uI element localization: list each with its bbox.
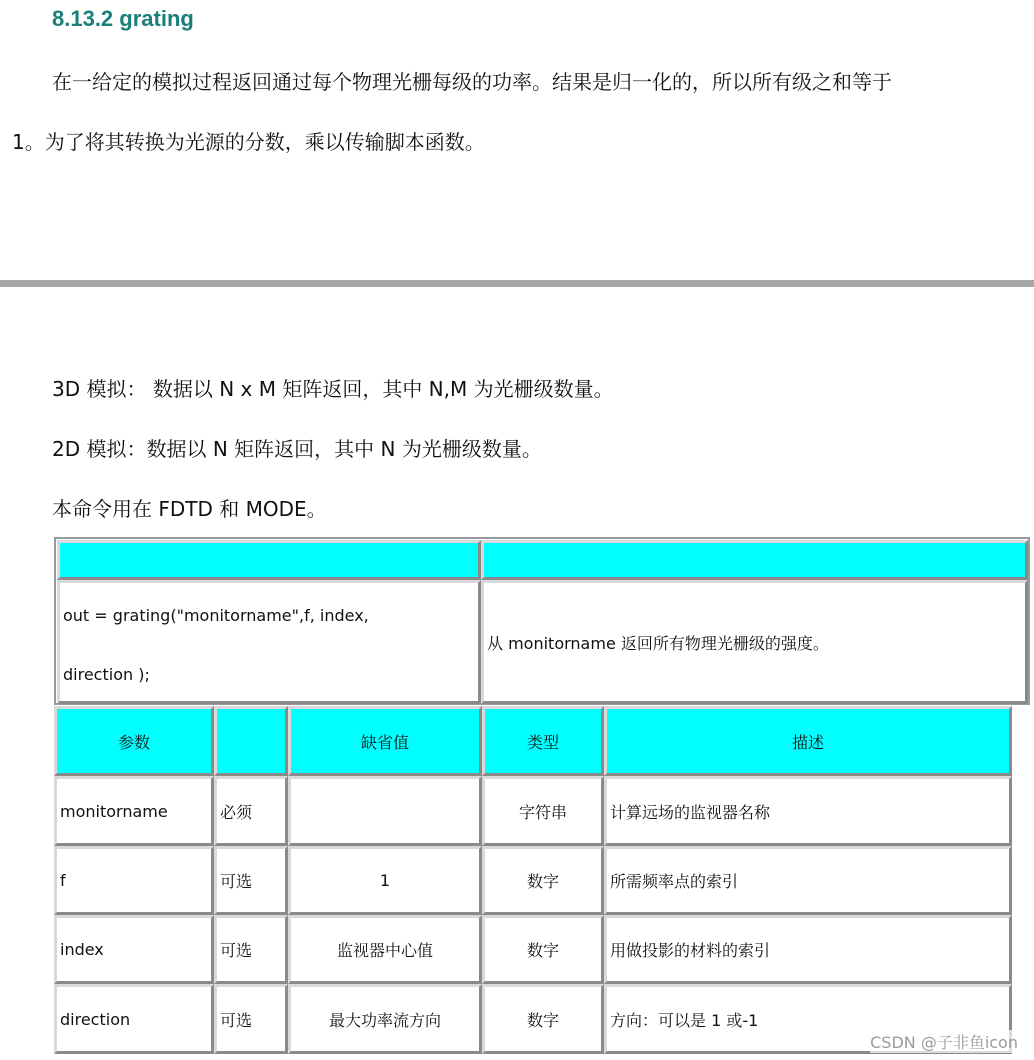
intro-paragraph-line2: 1。为了将其转换为光源的分数，乘以传输脚本函数。 — [12, 130, 485, 154]
note-usage: 本命令用在 FDTD 和 MODE。 — [52, 497, 327, 521]
note-2d: 2D 模拟：数据以 N 矩阵返回，其中 N 为光栅级数量。 — [52, 437, 542, 461]
param-cell-required: 必须 — [214, 776, 288, 846]
syntax-header-left — [57, 540, 481, 580]
param-cell-type: 字符串 — [482, 776, 604, 846]
param-cell-default: 1 — [288, 846, 482, 915]
syntax-line1: out = grating("monitorname",f, index, — [63, 606, 369, 625]
param-cell-required: 可选 — [214, 984, 288, 1054]
param-cell-name: direction — [54, 984, 214, 1054]
param-header-description: 描述 — [604, 706, 1012, 776]
section-heading: 8.13.2 grating — [52, 6, 194, 31]
param-cell-default: 监视器中心值 — [288, 915, 482, 984]
param-header-default: 缺省值 — [288, 706, 482, 776]
syntax-header-right — [481, 540, 1028, 580]
param-cell-description: 用做投影的材料的索引 — [604, 915, 1012, 984]
param-header-type: 类型 — [482, 706, 604, 776]
watermark: CSDN @子非鱼icon — [870, 1030, 1018, 1053]
param-cell-default: 最大功率流方向 — [288, 984, 482, 1054]
param-cell-default — [288, 776, 482, 846]
param-cell-name: monitorname — [54, 776, 214, 846]
param-header-required — [214, 706, 288, 776]
note-3d: 3D 模拟： 数据以 N x M 矩阵返回，其中 N,M 为光栅级数量。 — [52, 377, 614, 401]
syntax-table — [54, 537, 1030, 705]
syntax-description: 从 monitorname 返回所有物理光栅级的强度。 — [481, 580, 1028, 704]
syntax-line2: direction ); — [63, 665, 150, 684]
param-header-name: 参数 — [54, 706, 214, 776]
param-cell-description: 方向：可以是 1 或-1 — [604, 984, 1012, 1054]
param-table — [54, 706, 1012, 1056]
horizontal-rule — [0, 280, 1034, 287]
param-cell-required: 可选 — [214, 846, 288, 915]
param-cell-name: f — [54, 846, 214, 915]
param-cell-type: 数字 — [482, 915, 604, 984]
syntax-cell — [57, 580, 481, 704]
param-cell-name: index — [54, 915, 214, 984]
param-cell-required: 可选 — [214, 915, 288, 984]
intro-paragraph-line1: 在一给定的模拟过程返回通过每个物理光栅每级的功率。结果是归一化的，所以所有级之和等于 — [52, 70, 892, 94]
param-cell-description: 所需频率点的索引 — [604, 846, 1012, 915]
param-cell-type: 数字 — [482, 984, 604, 1054]
param-cell-type: 数字 — [482, 846, 604, 915]
param-cell-description: 计算远场的监视器名称 — [604, 776, 1012, 846]
